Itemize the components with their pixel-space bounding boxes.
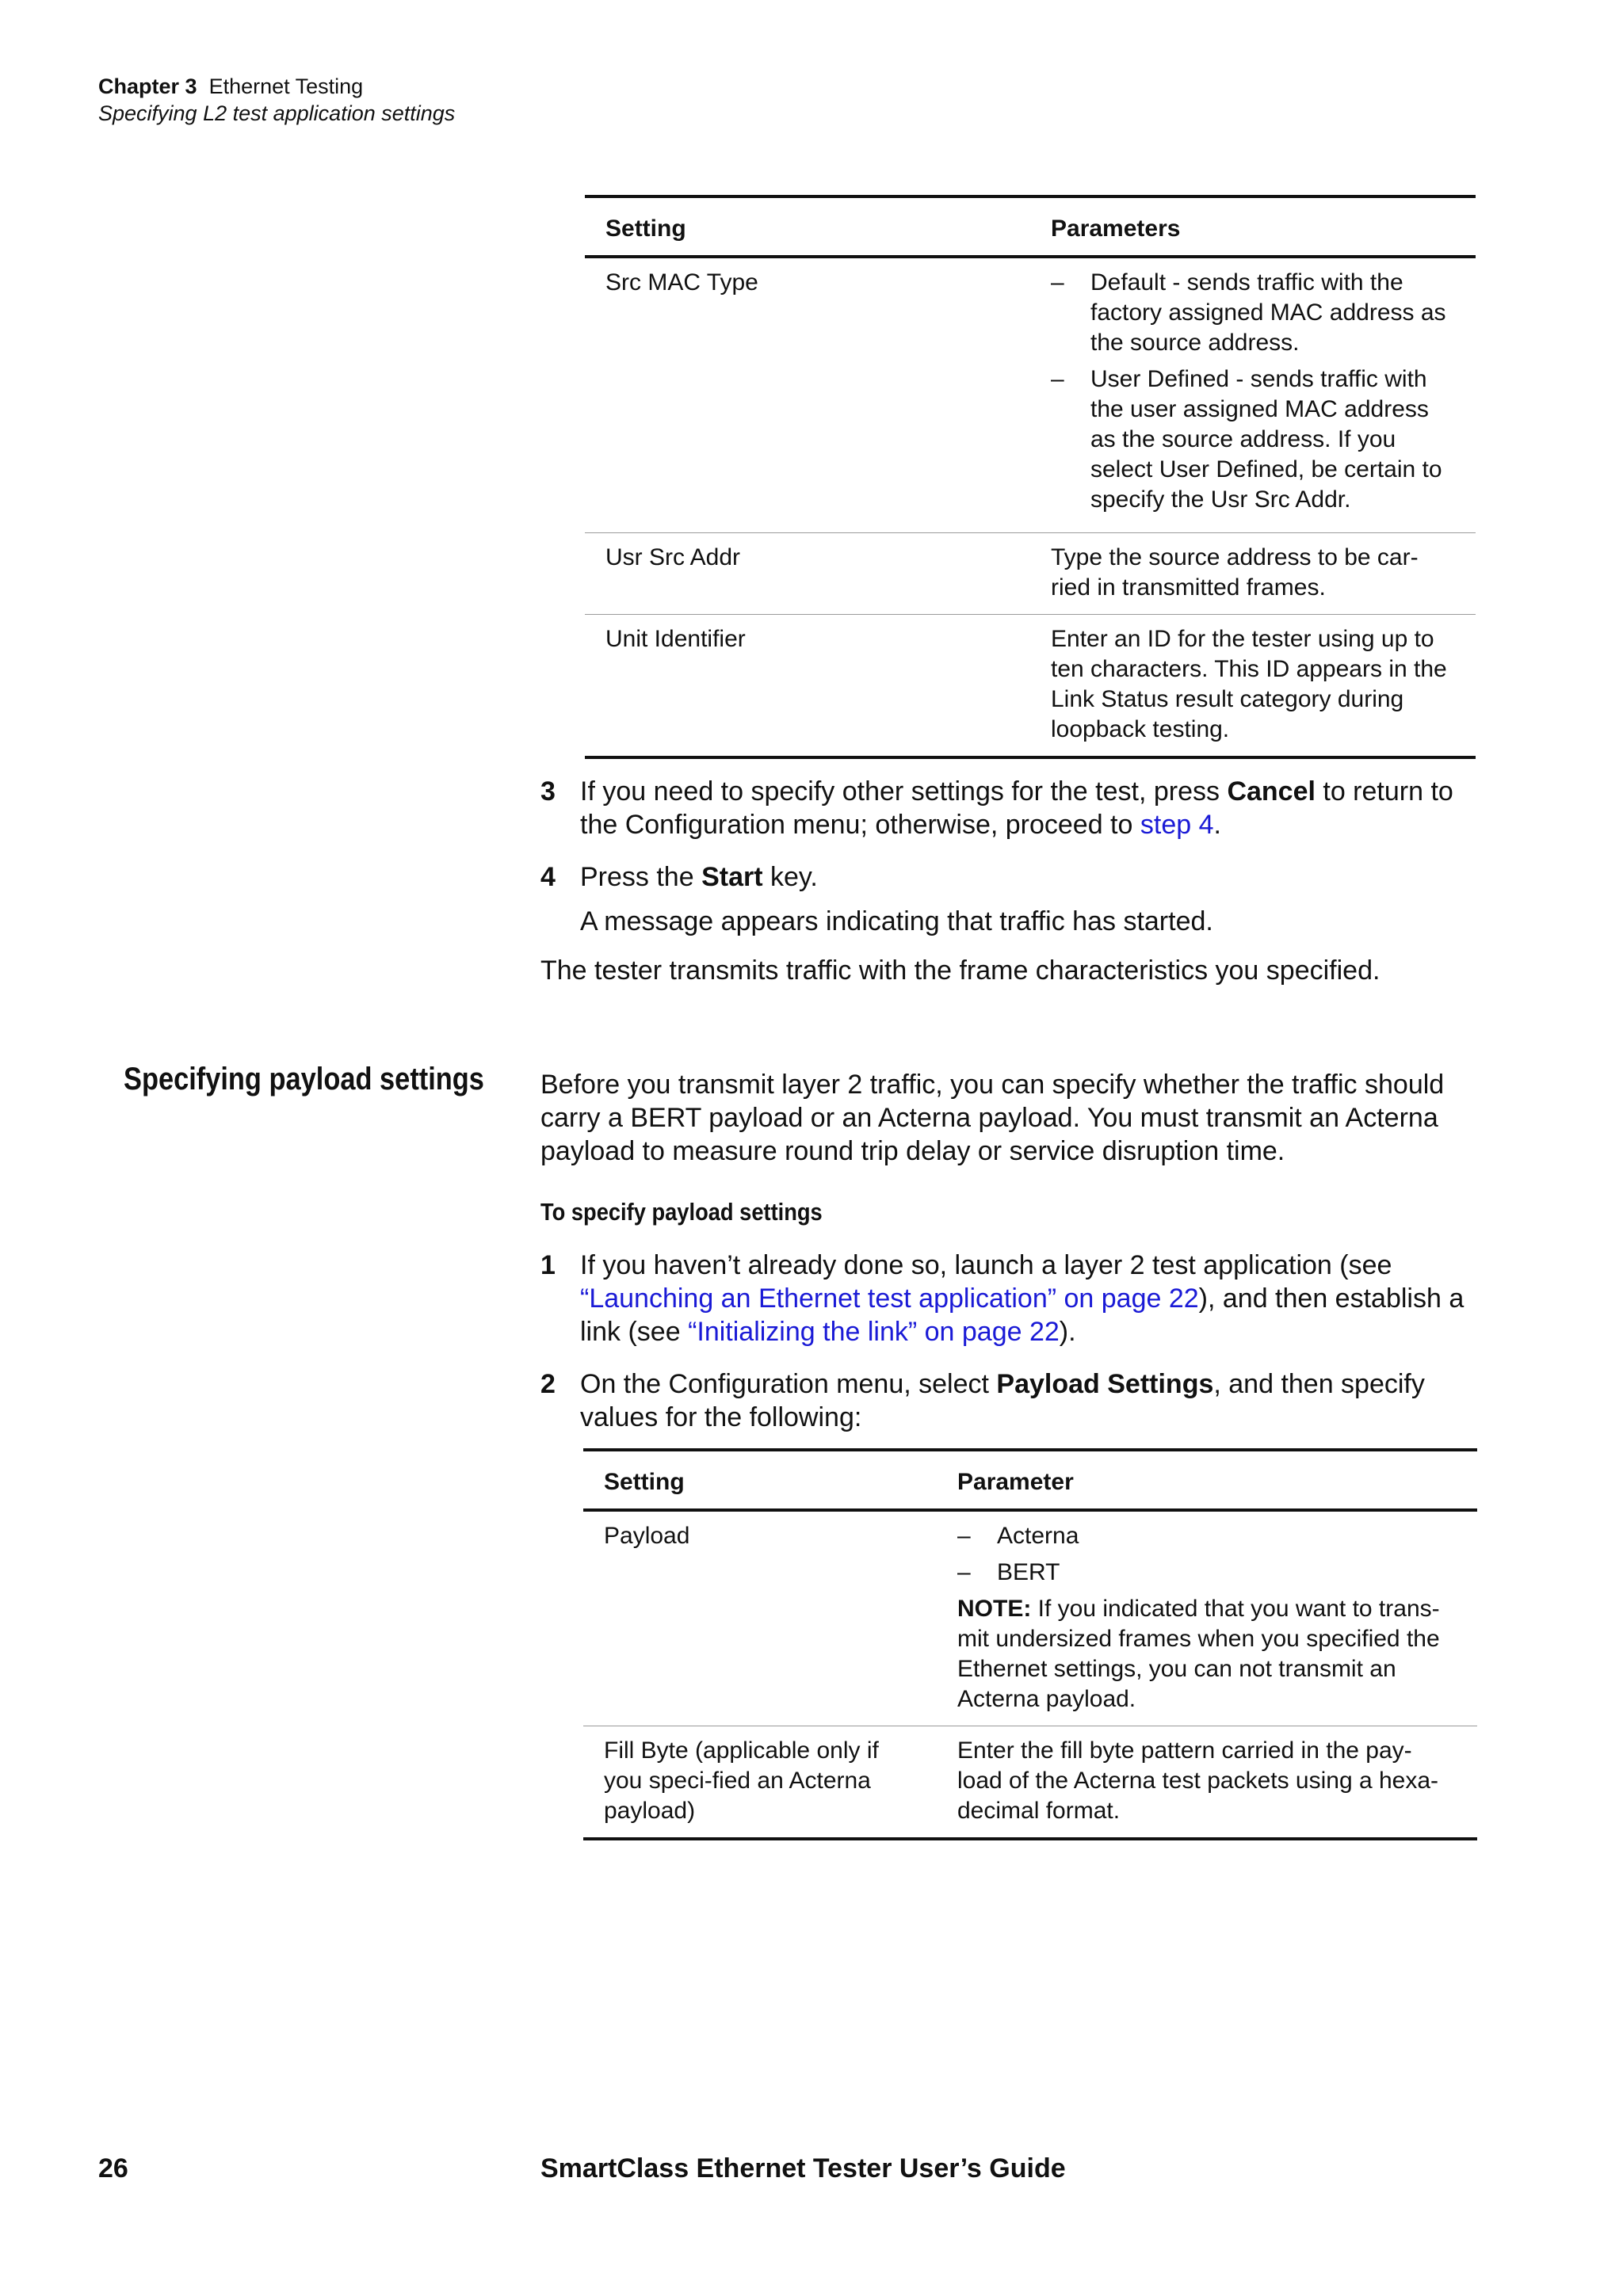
step-number: 3 (540, 776, 556, 807)
table-row (585, 257, 1476, 533)
list-item: – User Defined - sends traffic with the user assigned MAC address as the source address. If you select User Defined, be certain to specify the Usr Src Addr. (1051, 364, 1455, 515)
text-run: , and then specify values for the following: (580, 1369, 1425, 1432)
text-run: Press the (580, 862, 702, 892)
text-run: On the Configuration menu, select (580, 1369, 997, 1399)
section-intro: Before you transmit layer 2 traffic, you can specify whether the traffic should carry a BERT payload or an Acterna payload. You must transmit an Acterna payload to measure round trip delay or service disruption time. (540, 1070, 1445, 1166)
parameter-cell: Enter the fill byte pattern carried in the pay-load of the Acterna test packets using a hexa-decimal format. (937, 1726, 1477, 1840)
section-title: Specifying L2 test application settings (98, 101, 456, 125)
payload-settings-label: Payload Settings (996, 1369, 1214, 1399)
setting-cell: Payload (583, 1510, 937, 1726)
chapter-label: Chapter 3 (98, 74, 197, 98)
start-key-label: Start (701, 862, 763, 892)
setting-cell: Unit Identifier (585, 615, 1030, 758)
option-text: Acterna (997, 1523, 1079, 1549)
table-row (585, 533, 1476, 615)
step-text (580, 1249, 1477, 1348)
payload-step-2 (540, 1367, 1477, 1434)
parameter-cell: Enter an ID for the tester using up to ten characters. This ID appears in the Link Status result category during loopback testing. (1030, 615, 1476, 758)
option-text: User Defined - sends traffic with the user assigned MAC address as the source address. If you select User Defined, be certain to specify the Usr Src Addr. (1090, 366, 1442, 513)
parameter-cell: Type the source address to be car-ried in transmitted frames. (1030, 533, 1476, 615)
step-4-link[interactable]: step 4 (1140, 810, 1214, 840)
step-4-result: A message appears indicating that traffic has started. (580, 906, 1213, 936)
list-item: – Acterna (957, 1521, 1457, 1551)
table-header-row (585, 196, 1476, 257)
setting-cell: Fill Byte (applicable only if you speci-fied an Acterna payload) (583, 1726, 937, 1840)
step-4 (540, 860, 1477, 894)
settings-table-2 (583, 1448, 1477, 1840)
text-run: key. (762, 862, 818, 892)
column-header-setting: Setting (585, 196, 1030, 257)
text-run: to return to the Configuration menu; otherwise, proceed to (580, 776, 1453, 840)
table-row (585, 615, 1476, 758)
setting-cell: Usr Src Addr (585, 533, 1030, 615)
note-text: If you indicated that you want to trans-mit undersized frames when you specified the Ethernet settings, you can not transmit an Acterna payload. (957, 1596, 1440, 1712)
table-header-row (583, 1450, 1477, 1510)
initializing-link-link[interactable]: “Initializing the link” on page 22 (688, 1317, 1060, 1347)
text-run: If you haven’t already done so, launch a layer 2 test application (see (580, 1250, 1392, 1280)
list-item: – Default - sends traffic with the factory assigned MAC address as the source address. (1051, 268, 1455, 358)
step-number: 2 (540, 1369, 556, 1399)
column-header-parameter: Parameter (937, 1450, 1477, 1510)
settings-table-1 (585, 195, 1476, 759)
option-text: BERT (997, 1559, 1060, 1585)
running-header (98, 73, 455, 127)
step-number: 1 (540, 1250, 556, 1280)
section-heading: Specifying payload settings (124, 1062, 484, 1097)
note-label: NOTE: (957, 1596, 1032, 1622)
footer-title: SmartClass Ethernet Tester User’s Guide (540, 2153, 1066, 2183)
table-row (583, 1510, 1477, 1726)
column-header-setting: Setting (583, 1450, 937, 1510)
step-text (580, 860, 818, 894)
setting-cell: Src MAC Type (585, 257, 1030, 533)
column-header-parameters: Parameters (1030, 196, 1476, 257)
list-item: – BERT (957, 1558, 1457, 1588)
text-run: If you need to specify other settings for the test, press (580, 776, 1228, 807)
table-row (583, 1726, 1477, 1840)
cancel-key-label: Cancel (1227, 776, 1316, 807)
text-run: ). (1059, 1317, 1076, 1347)
launching-app-link[interactable]: “Launching an Ethernet test application” on page 22 (580, 1283, 1199, 1314)
step-number: 4 (540, 862, 556, 892)
text-run: . (1213, 810, 1221, 840)
step-text (580, 775, 1477, 841)
closing-paragraph: The tester transmits traffic with the frame characteristics you specified. (540, 955, 1381, 986)
chapter-title: Ethernet Testing (208, 74, 364, 98)
text-run: ), and then establish a link (see (580, 1283, 1465, 1347)
parameter-cell (1030, 257, 1476, 533)
page-number: 26 (98, 2153, 128, 2183)
note (957, 1594, 1457, 1714)
procedure-heading: To specify payload settings (540, 1198, 823, 1226)
parameter-cell (937, 1510, 1477, 1726)
payload-step-1 (540, 1249, 1477, 1348)
step-3 (540, 775, 1477, 841)
step-text (580, 1367, 1477, 1434)
option-text: Default - sends traffic with the factory assigned MAC address as the source address. (1090, 269, 1446, 356)
